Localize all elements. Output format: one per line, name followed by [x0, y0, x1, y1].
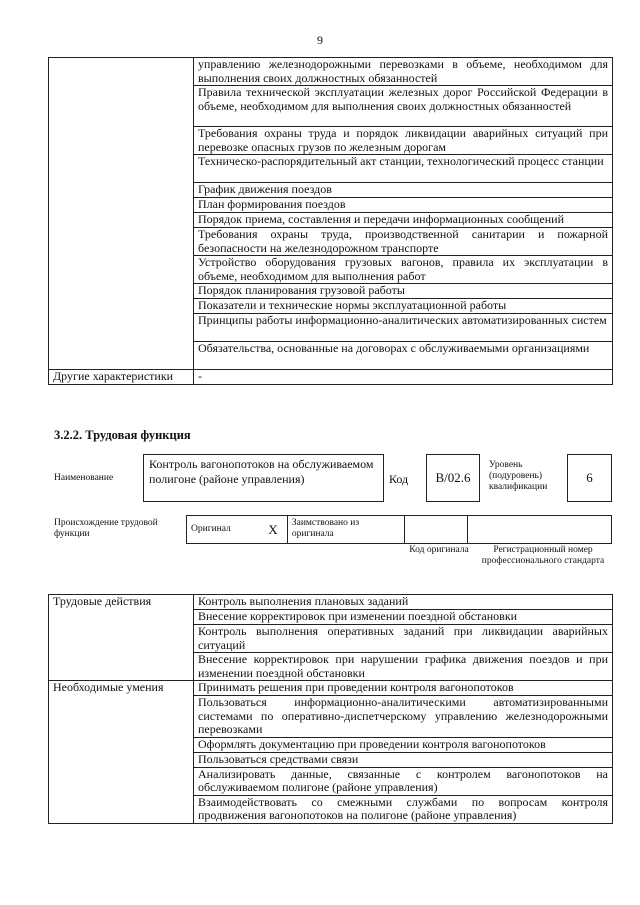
- table-cell: Техническо-распорядительный акт станции, технологический процесс станции: [194, 155, 613, 183]
- table-cell: План формирования поездов: [194, 198, 613, 213]
- table-cell: Взаимодействовать со смежными службами по вопросам контроля продвижения вагонопотоков на полигоне (районе управления): [194, 795, 613, 823]
- table-row: [49, 370, 613, 385]
- original-mark: X: [259, 516, 287, 544]
- name-label: Наименование: [54, 473, 114, 483]
- table-cell: Анализировать данные, связанные с контролем вагонопотоков на обслуживаемом полигоне (районе управления): [194, 767, 613, 795]
- registration-caption: Регистрационный номер профессионального стандарта: [481, 545, 605, 566]
- borrowed-label: Заимствовано из оригинала: [287, 516, 404, 544]
- function-code-box: B/02.6: [426, 454, 480, 502]
- level-value-box: 6: [567, 454, 612, 502]
- original-code-cell: [404, 516, 468, 544]
- origin-label: Происхождение трудовой функции: [54, 518, 158, 539]
- other-characteristics-label: Другие характеристики: [49, 370, 194, 385]
- table-cell: Показатели и технические нормы эксплуатационной работы: [194, 299, 613, 314]
- required-skills-label: Необходимые умения: [49, 681, 194, 824]
- table-row: [49, 595, 613, 610]
- level-label: Уровень (подуровень) квалификации: [489, 460, 548, 492]
- table-cell: Требования охраны труда, производственной санитарии и пожарной безопасности на железнодорожном транспорте: [194, 228, 613, 256]
- table-row: [49, 58, 613, 86]
- table-cell: Контроль выполнения плановых заданий: [194, 595, 613, 610]
- original-label: Оригинал: [187, 516, 259, 544]
- table-cell: Пользоваться информационно-аналитическими автоматизированными системами по оперативно-диспетчерскому управлению железнодорожными перевозками: [194, 696, 613, 738]
- table-cell: Принимать решения при проведении контроля вагонопотоков: [194, 681, 613, 696]
- table-row: [49, 681, 613, 696]
- registration-number-cell: [468, 516, 612, 544]
- table-cell: График движения поездов: [194, 183, 613, 198]
- table-cell: управлению железнодорожными перевозками в объеме, необходимом для выполнения своих должностных обязанностей: [194, 58, 613, 86]
- table-cell: Обязательства, основанные на договорах с обслуживаемыми организациями: [194, 342, 613, 370]
- table-cell: Внесение корректировок при изменении поездной обстановки: [194, 610, 613, 625]
- table-cell: Порядок планирования грузовой работы: [194, 284, 613, 299]
- section-title: 3.2.2. Трудовая функция: [54, 428, 191, 442]
- table-cell: Принципы работы информационно-аналитических автоматизированных систем: [194, 314, 613, 342]
- table-cell: Внесение корректировок при нарушении графика движения поездов и при изменении поездной обстановки: [194, 653, 613, 681]
- table-cell: Оформлять документацию при проведении контроля вагонопотоков: [194, 737, 613, 752]
- table-cell: Устройство оборудования грузовых вагонов, правила их эксплуатации в объеме, необходимом для выполнения работ: [194, 256, 613, 284]
- knowledge-table: [48, 57, 613, 385]
- code-original-caption: Код оригинала: [409, 545, 469, 555]
- labor-actions-label: Трудовые действия: [49, 595, 194, 681]
- table-cell: Требования охраны труда и порядок ликвидации аварийных ситуаций при перевозке опасных грузов по железным дорогам: [194, 127, 613, 155]
- other-characteristics-value: -: [194, 370, 613, 385]
- table-cell: Порядок приема, составления и передачи информационных сообщений: [194, 213, 613, 228]
- table-cell: Правила технической эксплуатации железных дорог Российской Федерации в объеме, необходимом для выполнения своих должностных обязанностей: [194, 86, 613, 127]
- table-cell: Пользоваться средствами связи: [194, 752, 613, 767]
- page-number: 9: [317, 33, 323, 47]
- function-name-box: Контроль вагонопотоков на обслуживаемом полигоне (районе управления): [143, 454, 384, 502]
- empty-label-cell: [49, 58, 194, 370]
- table-cell: Контроль выполнения оперативных заданий при ликвидации аварийных ситуаций: [194, 625, 613, 653]
- labor-functions-table: [48, 594, 613, 824]
- code-label: Код: [389, 472, 409, 486]
- origin-table: [186, 515, 612, 544]
